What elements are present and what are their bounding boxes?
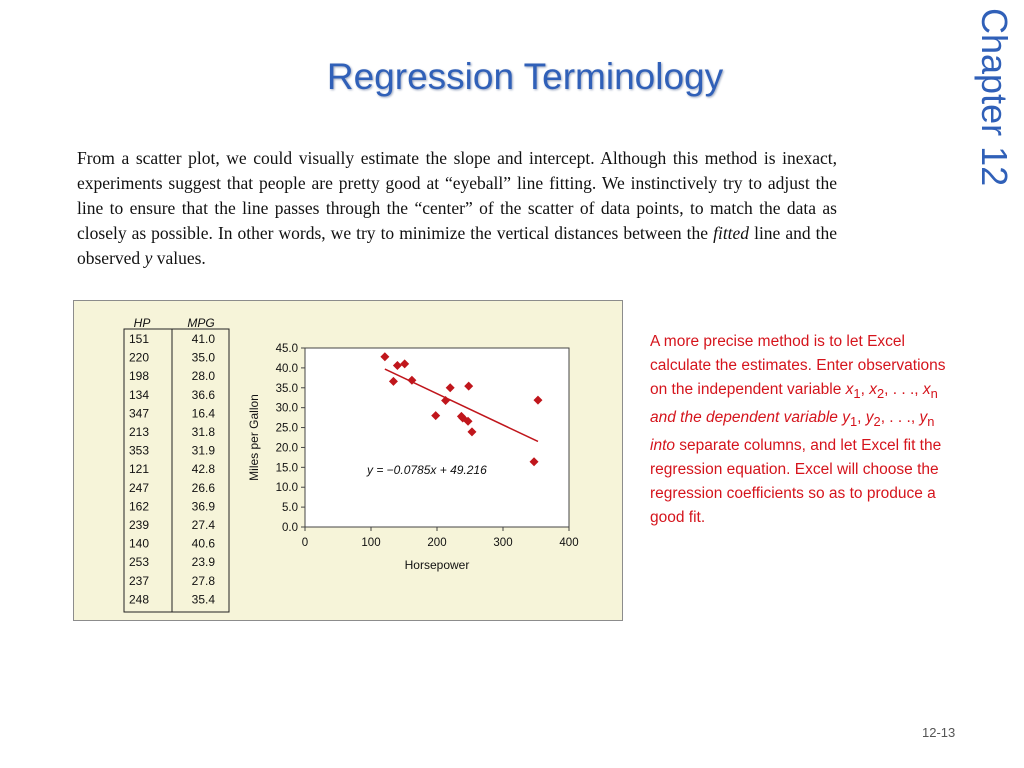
y-tick-label: 0.0 [282, 522, 298, 534]
y-tick-label: 25.0 [275, 422, 298, 435]
side-y1: y [842, 409, 850, 427]
table-cell-mpg: 36.9 [191, 499, 215, 514]
side-xn: x [922, 381, 931, 398]
side-comma2: , [857, 409, 866, 427]
table-cell-mpg: 35.4 [191, 592, 215, 607]
trendline-equation: y = −0.0785x + 49.216 [367, 463, 487, 477]
side-text-2: separate columns, and let Excel fit the regression equation. Excel will choose the regression coefficients so as to produce a good fit. [650, 437, 942, 527]
paragraph-text-3: values. [152, 248, 206, 268]
figure-panel [73, 300, 623, 621]
table-cell-hp: 198 [129, 369, 150, 384]
paragraph-text-2: line and the observed [77, 223, 838, 268]
table-cell-mpg: 35.0 [191, 350, 215, 365]
figure-svg [74, 301, 622, 620]
side-ellipsis1: , . . ., [884, 381, 923, 398]
table-header-hp: HP [133, 316, 151, 330]
table-cell-mpg: 23.9 [191, 555, 215, 570]
table-cell-hp: 248 [129, 592, 150, 607]
table-cell-mpg: 26.6 [191, 480, 215, 495]
table-cell-hp: 253 [129, 555, 150, 570]
x-tick-label: 200 [427, 537, 447, 549]
side-y2: y [865, 409, 874, 427]
side-note [650, 330, 960, 530]
y-tick-label: 35.0 [275, 382, 298, 395]
paragraph-y: y [144, 248, 153, 268]
table-cell-hp: 213 [129, 425, 150, 439]
side-comma1: , [860, 381, 870, 398]
table-cell-mpg: 40.6 [191, 536, 215, 551]
table-cell-hp: 151 [129, 332, 150, 346]
data-table [124, 316, 229, 612]
table-cell-mpg: 28.0 [191, 369, 215, 384]
side-text-1: A more precise method is to let Excel calculate the estimates. Enter observations on the independent variable [650, 333, 946, 398]
y-tick-label: 40.0 [275, 362, 298, 375]
table-cell-hp: 239 [129, 518, 150, 532]
y-axis-label: Miles per Gallon [247, 394, 261, 481]
side-and-the: and the dependent variable [650, 409, 843, 427]
table-cell-hp: 220 [129, 350, 150, 365]
x-axis-label: Horsepower [404, 558, 470, 572]
side-ellipsis2: , . . ., [880, 409, 920, 427]
side-yn: y [919, 409, 928, 427]
table-cell-hp: 140 [129, 536, 150, 551]
table-cell-mpg: 41.0 [191, 332, 215, 346]
table-cell-mpg: 36.6 [191, 387, 215, 402]
body-paragraph [77, 146, 837, 271]
y-tick-label: 20.0 [275, 442, 298, 455]
paragraph-fitted: fitted [713, 223, 750, 243]
table-cell-hp: 347 [129, 406, 150, 421]
x-tick-label: 0 [301, 537, 309, 549]
y-tick-label: 45.0 [275, 343, 298, 355]
table-cell-hp: 247 [129, 480, 150, 495]
table-cell-mpg: 27.8 [191, 573, 215, 588]
side-sub2: 2 [876, 386, 885, 402]
x-tick-label: 300 [493, 537, 513, 549]
y-tick-label: 15.0 [275, 462, 298, 475]
y-tick-label: 10.0 [275, 482, 298, 495]
side-ysub2: 2 [873, 414, 881, 430]
page-number: 12-13 [922, 725, 956, 740]
table-cell-hp: 121 [129, 462, 150, 477]
table-cell-mpg: 42.8 [191, 462, 215, 477]
table-cell-hp: 134 [129, 387, 150, 402]
side-ysubn: n [927, 414, 935, 430]
paragraph-text-1: From a scatter plot, we could visually estimate the slope and intercept. Although this method is inexact, experiments suggest that people are pretty good at “eyeball” line fitting. We instinctively try to adjust the line to ensure that the line passes through the “center” of the scatter of data points, to match the data as closely as possible. In other words, we try to minimize the vertical distances between the [77, 148, 837, 243]
table-header-mpg: MPG [187, 316, 215, 330]
slide-title: Regression Terminology [326, 56, 724, 97]
chapter-label: Chapter 12 [974, 8, 1015, 187]
y-tick-label: 30.0 [275, 402, 298, 415]
side-into: into [650, 437, 675, 455]
side-x2: x [869, 381, 877, 398]
table-cell-hp: 237 [129, 573, 150, 588]
table-cell-mpg: 31.9 [191, 443, 215, 458]
y-tick-label: 5.0 [282, 502, 298, 515]
scatter-chart [247, 343, 579, 572]
table-cell-hp: 353 [129, 443, 150, 458]
x-tick-label: 400 [559, 537, 579, 549]
table-cell-mpg: 27.4 [191, 518, 215, 532]
table-cell-mpg: 31.8 [191, 425, 215, 439]
side-ysub1: 1 [849, 414, 858, 430]
x-tick-label: 100 [361, 537, 381, 549]
side-x1: x [845, 381, 854, 398]
side-subn: n [930, 386, 938, 402]
side-sub1: 1 [853, 386, 861, 402]
table-cell-hp: 162 [129, 499, 150, 514]
table-cell-mpg: 16.4 [191, 406, 215, 421]
